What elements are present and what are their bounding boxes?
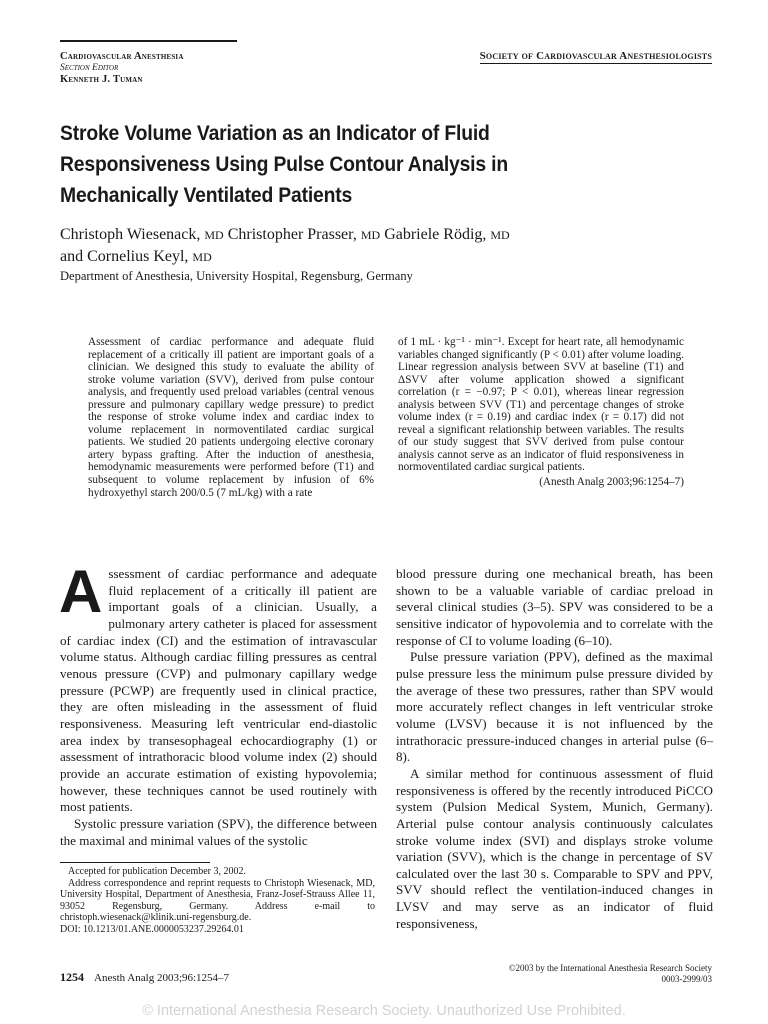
- abstract-left-column: Assessment of cardiac performance and adequate fluid replacement of a critically ill patient are important goals of a clinician. We designed this study to evaluate the ability of stroke volume variation (SVV), derived from pulse contour analysis, and frequently used preload variables (central venous pressure and pulmonary capillary wedge pressure) to predict the response of stroke volume index and cardiac index to volume replacement in normoventilated cardiac surgical patients. We studied 20 patients undergoing elective coronary artery bypass grafting. After the induction of anesthesia, hemodynamic measurements were performed before (T1) and subsequent to volume replacement by infusion of 6% hydroxyethyl starch 200/0.5 (7 mL/kg) with a rate: [88, 336, 374, 499]
- doi: DOI: 10.1213/01.ANE.0000053237.29264.01: [60, 923, 244, 935]
- body-paragraph: Pulse pressure variation (PPV), defined as the maximal pulse pressure less the minimum pulse pressure divided by the average of these two pressures, rather than SPV would more accurately reflect changes in left ventricular stroke volume (LVSV) because it is not influenced by the intrathoracic pressure-induced changes in arterial pulse (6–8).: [396, 649, 713, 765]
- section-header: [60, 51, 184, 86]
- body-left-column: [59, 558, 377, 849]
- page-number: 1254: [60, 970, 84, 984]
- body-paragraph: blood pressure during one mechanical breath, has been shown to be a valuable variable of cardiac preload in several clinical studies (3–5). SPV was considered to be a sensitive indicator of hypovolemia and to correlate with the response of CI to volume loading (6–10).: [396, 566, 713, 648]
- page-footer-left: [60, 970, 229, 985]
- drop-cap: A: [59, 558, 103, 625]
- author-3: Gabriele Rödig,: [384, 226, 487, 243]
- copyright: ©2003 by the International Anesthesia Research Society: [508, 963, 712, 973]
- author-1-degree: MD: [204, 228, 224, 242]
- watermark: © International Anesthesia Research Society. Unauthorized Use Prohibited.: [142, 1003, 626, 1019]
- header-rule: [60, 40, 237, 42]
- correspondence-note: Address correspondence and reprint requests to Christoph Wiesenack, MD, University Hospital, Department of Anesthesia, Franz-Josef-Strauss Allee 11, 93052 Regensburg, Germany. Address e-mail to christoph.wiesenack@klinik.uni-regensburg.de.: [60, 877, 375, 924]
- editor-role: Section Editor: [60, 62, 119, 73]
- editor-name: Kenneth J. Tuman: [60, 74, 143, 85]
- abstract-right-column: [398, 336, 684, 489]
- affiliation: Department of Anesthesia, University Hospital, Regensburg, Germany: [60, 269, 413, 283]
- abstract-citation: (Anesth Analg 2003;96:1254–7): [539, 476, 684, 489]
- article-title: Stroke Volume Variation as an Indicator of Fluid Responsiveness Using Pulse Contour Analysis in Mechanically Ventilated Patients: [60, 121, 509, 207]
- body-right-column: [396, 566, 713, 932]
- page-footer-right: [509, 963, 712, 984]
- journal-citation: Anesth Analg 2003;96:1254–7: [94, 972, 230, 984]
- society-name: Society of Cardiovascular Anesthesiologists: [479, 50, 712, 62]
- body-paragraph: Systolic pressure variation (SPV), the difference between the maximal and minimal values of the systolic: [60, 815, 377, 848]
- author-2: Christopher Prasser,: [227, 226, 357, 243]
- body-paragraph: A similar method for continuous assessment of fluid responsiveness is offered by the recently introduced PiCCO system (Pulsion Medical System, Munich, Germany). Arterial pulse contour analysis continuously calculates stroke volume index (SVI) and displays stroke volume variation (SVV), which is the change in percentage of SV calculated over the last 30 s. Comparable to SPV and PPV, SVV should reflect the ventilation-induced changes in LVSV and may serve as an indicator of fluid responsiveness,: [396, 765, 713, 931]
- author-1: Christoph Wiesenack,: [60, 226, 201, 243]
- author-list: [60, 224, 660, 268]
- footnotes: [60, 866, 375, 936]
- abstract-right-text: of 1 mL · kg⁻¹ · min⁻¹. Except for heart rate, all hemodynamic variables changed significantly (P < 0.01) after volume loading. Linear regression analysis between SVV at baseline (T1) and ΔSVV after volume application showed a significant correlation (r = −0.97; P < 0.01), whereas linear regression analysis between SVV (T1) and percentage changes of stroke volume index (r = 0.19) and cardiac index (r = 0.17) did not reveal a significant relationship between variables. The results of our study suggest that SVV derived from pulse contour analysis cannot serve as an indicator of fluid responsiveness in normoventilated cardiac surgical patients.: [398, 336, 684, 474]
- section-name: Cardiovascular Anesthesia: [60, 51, 184, 62]
- issn: 0003-2999/03: [661, 973, 712, 984]
- author-4-degree: MD: [192, 250, 212, 264]
- author-2-degree: MD: [360, 228, 381, 242]
- body-paragraph-text: ssessment of cardiac performance and adequate fluid replacement of a critically ill patient are important goals of a clinician. Usually, a pulmonary artery catheter is placed for assessment of cardiac index (CI) and the estimation of intravascular volume status. Although cardiac filling pressures as central venous pressure (CVP) and pulmonary capillary wedge pressure (PCWP) are frequently used in clinical practice, they are often misleading in the assessment of fluid responsiveness. Measuring left ventricular end-diastolic area index by transesophageal echocardiography (1) or assessment of intrathoracic blood volume index (2) should provide an accurate estimation of existing hypovolemia; however, these techniques cannot be used routinely with most patients.: [60, 566, 377, 815]
- author-3-degree: MD: [490, 228, 510, 242]
- body-paragraph: [59, 558, 377, 816]
- footnote-rule: [60, 862, 210, 863]
- accepted-note: Accepted for publication December 3, 2002.: [68, 866, 246, 877]
- author-4: and Cornelius Keyl,: [60, 248, 189, 265]
